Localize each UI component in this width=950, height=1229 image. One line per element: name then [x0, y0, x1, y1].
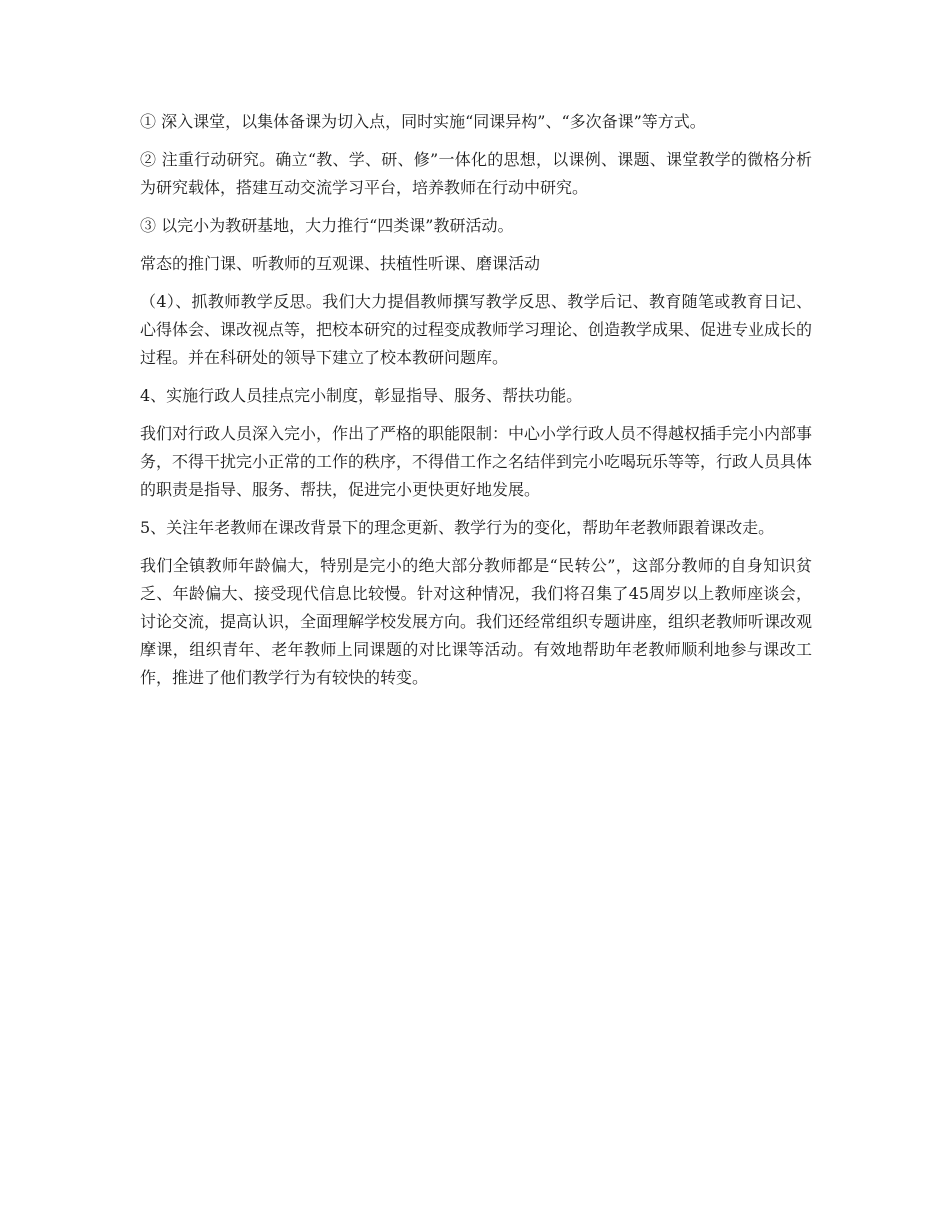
paragraph-7: 我们对行政人员深入完小，作出了严格的职能限制：中心小学行政人员不得越权插手完小内部事务，不得干扰完小正常的工作的秩序，不得借工作之名结伴到完小吃喝玩乐等等，行政人员具体的职责是指导、服务、帮扶，促进完小更快更好地发展。 — [140, 424, 813, 499]
paragraph-1: ① 深入课堂，以集体备课为切入点，同时实施“同课异构”、“多次备课”等方式。 — [140, 112, 706, 131]
paragraph-6: 4、实施行政人员挂点完小制度，彰显指导、服务、帮扶功能。 — [140, 386, 583, 405]
document-page — [140, 108, 812, 702]
paragraph-4: 常态的推门课、听教师的互观课、扶植性听课、磨课活动 — [140, 254, 541, 273]
paragraph-9: 我们全镇教师年龄偏大，特别是完小的绝大部分教师都是“民转公”，这部分教师的自身知识贫乏、年龄偏大、接受现代信息比较慢。针对这种情况，我们将召集了45周岁以上教师座谈会，讨论交流，提高认识，全面理解学校发展方向。我们还经常组织专题讲座，组织老教师听课改观摩课，组织青年、老年教师上同课题的对比课等活动。有效地帮助年老教师顺利地参与课改工作，推进了他们教学行为有较快的转变。 — [140, 556, 813, 687]
paragraph-2: ② 注重行动研究。确立“教、学、研、修”一体化的思想，以课例、课题、课堂教学的微格分析为研究载体，搭建互动交流学习平台，培养教师在行动中研究。 — [140, 150, 812, 197]
paragraph-5: （4）、抓教师教学反思。我们大力提倡教师撰写教学反思、教学后记、教育随笔或教育日记、心得体会、课改视点等，把校本研究的过程变成教师学习理论、创造教学成果、促进专业成长的过程。并在科研处的领导下建立了校本教研问题库。 — [140, 292, 813, 367]
paragraph-8: 5、关注年老教师在课改背景下的理念更新、教学行为的变化，帮助年老教师跟着课改走。 — [140, 518, 775, 537]
paragraph-3: ③ 以完小为教研基地，大力推行“四类课”教研活动。 — [140, 216, 514, 235]
